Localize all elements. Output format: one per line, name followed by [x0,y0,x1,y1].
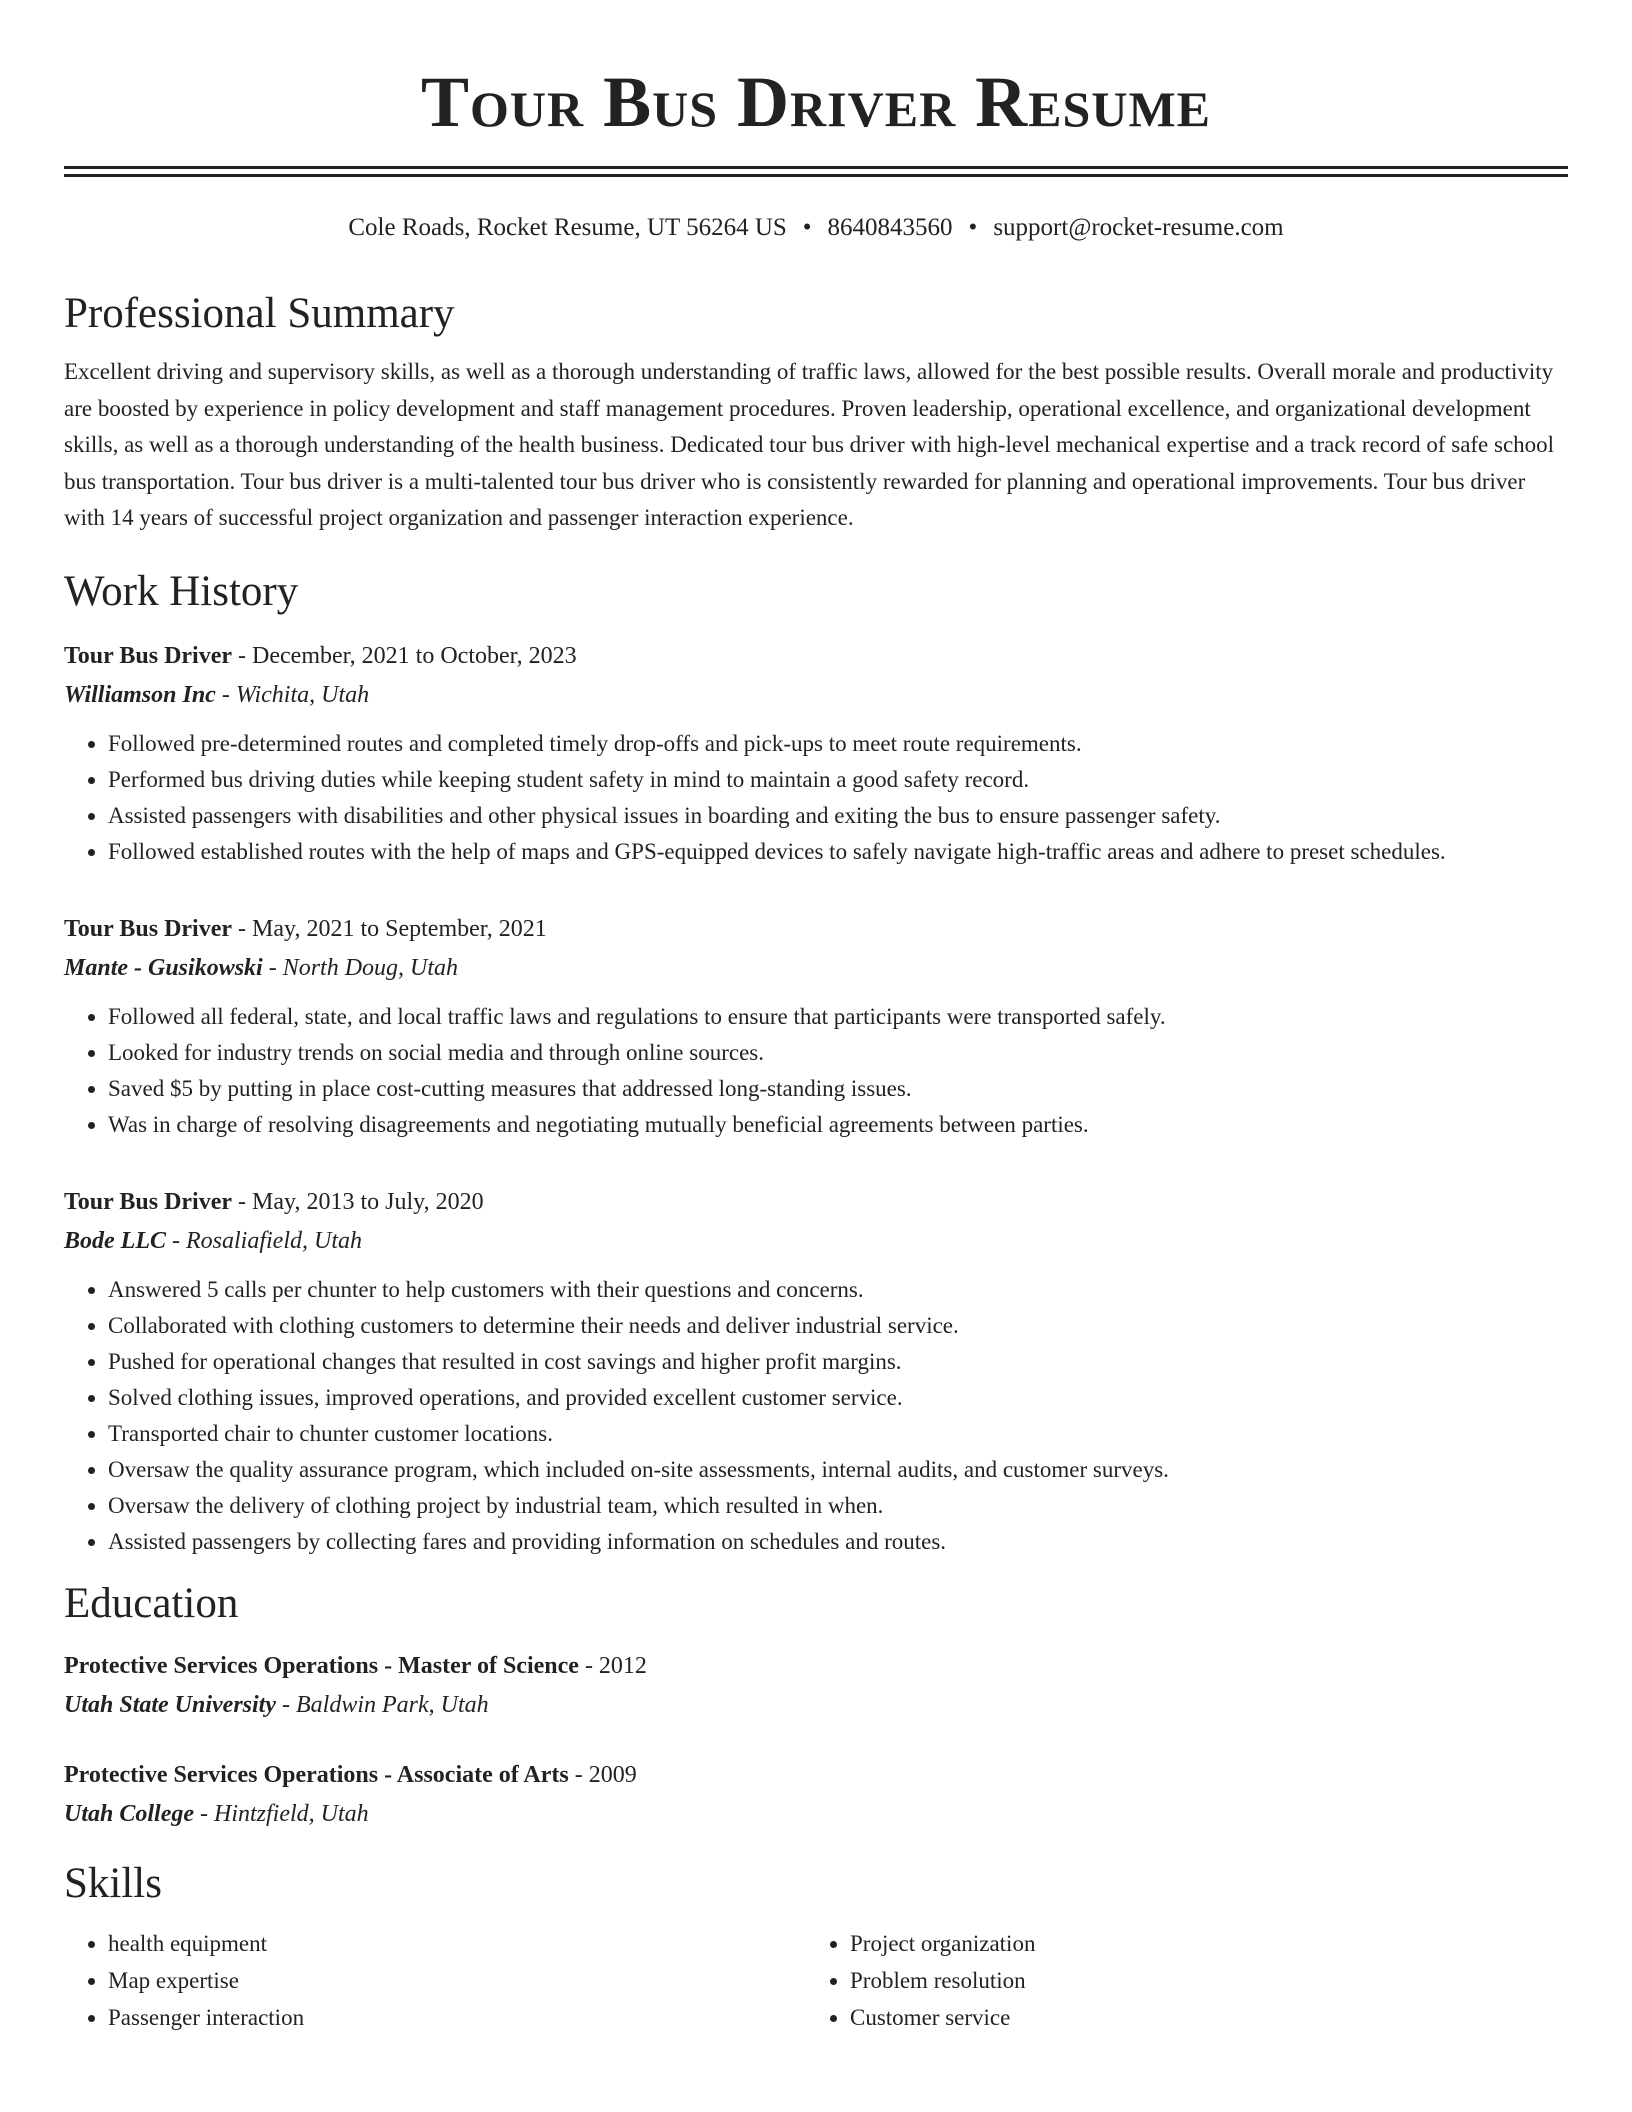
contact-separator: • [968,214,978,241]
job-bullet: • Followed all federal, state, and local traffic laws and regulations to ensure that participants were transported safely. [108,999,1568,1035]
job-bullet: • Assisted passengers by collecting fares and providing information on schedules and routes. [108,1524,1568,1560]
resume-title: Tour Bus Driver Resume [420,62,1211,142]
job-bullet: • Saved $5 by putting in place cost-cutting measures that addressed long-standing issues. [108,1071,1568,1107]
job-location: - Rosaliafield, Utah [166,1227,362,1254]
job-bullet: • Performed bus driving duties while keeping student safety in mind to maintain a good safety record. [108,762,1568,798]
job-title-line [64,910,1568,949]
job-dates: - December, 2021 to October, 2023 [232,642,577,669]
skill-item: • Project organization [850,1925,1548,1962]
job-company-line [64,949,1568,988]
job-entry [64,637,1568,870]
job-bullet: • Collaborated with clothing customers to determine their needs and deliver industrial service. [108,1308,1568,1344]
title-double-rule [64,166,1568,177]
degree-year: - 2012 [578,1652,647,1679]
work-history-heading: Work History [64,567,299,615]
contact-address: Cole Roads, Rocket Resume, UT 56264 US [348,214,787,241]
job-bullet: • Followed pre-determined routes and completed timely drop-offs and pick-ups to meet route requirements. [108,726,1568,762]
skills-list-right [806,1925,1548,2036]
job-dates: - May, 2013 to July, 2020 [232,1188,484,1215]
skills-list-left [64,1925,806,2036]
job-bullet: • Solved clothing issues, improved operations, and provided excellent customer service. [108,1380,1568,1416]
job-bullet: • Transported chair to chunter customer locations. [108,1416,1568,1452]
summary-heading: Professional Summary [64,290,455,337]
school-line [64,1686,1568,1725]
education-heading: Education [64,1579,239,1627]
job-title-line [64,1183,1568,1222]
job-bullet: • Was in charge of resolving disagreements and negotiating mutually beneficial agreements between parties. [108,1107,1568,1143]
skills-heading: Skills [64,1859,162,1907]
job-company: Bode LLC [64,1227,166,1254]
job-title: Tour Bus Driver [64,642,233,669]
job-company-line [64,676,1568,715]
job-bullet: • Answered 5 calls per chunter to help customers with their questions and concerns. [108,1272,1568,1308]
school-location: - Baldwin Park, Utah [276,1691,489,1718]
skill-item: • Map expertise [108,1962,806,1999]
degree-name: Protective Services Operations - Master of Science [64,1652,579,1679]
job-bullet: • Followed established routes with the help of maps and GPS-equipped devices to safely navigate high-traffic areas and adhere to preset schedules. [108,834,1568,870]
school-name: Utah State University [64,1691,277,1718]
job-title-line [64,637,1568,676]
summary-text: Excellent driving and supervisory skills, as well as a thorough understanding of traffic laws, allowed for the best possible results. Overall morale and productivity are boosted by experience in policy development and staff management procedures. Proven leadership, operational excellence, and organizational development skills, as well as a thorough understanding of the health business. Dedicated tour bus driver with high-level mechanical expertise and a track record of safe school bus transportation. Tour bus driver is a multi-talented tour bus driver who is consistently rewarded for planning and operational improvements. Tour bus driver with 14 years of successful project organization and passenger interaction experience. [64,359,1555,530]
school-line [64,1795,1568,1834]
skill-item: • Customer service [850,1999,1548,2036]
contact-separator: • [802,214,812,241]
job-bullet: • Oversaw the delivery of clothing project by industrial team, which resulted in when. [108,1488,1568,1524]
job-company: Mante - Gusikowski [64,954,263,981]
job-location: - Wichita, Utah [215,681,370,708]
job-bullets [64,1272,1568,1560]
job-bullet: • Looked for industry trends on social media and through online sources. [108,1035,1568,1071]
job-company-line [64,1222,1568,1261]
job-bullet: • Assisted passengers with disabilities and other physical issues in boarding and exiting the bus to ensure passenger safety. [108,798,1568,834]
job-company: Williamson Inc [64,681,216,708]
school-location: - Hintzfield, Utah [194,1800,369,1827]
degree-line [64,1756,1568,1795]
job-bullet: • Pushed for operational changes that resulted in cost savings and higher profit margins. [108,1344,1568,1380]
education-entry [64,1756,1568,1834]
contact-phone: 8640843560 [827,214,953,241]
skill-item: • health equipment [108,1925,806,1962]
degree-line [64,1647,1568,1686]
job-bullet: • Oversaw the quality assurance program, which included on-site assessments, internal audits, and customer surveys. [108,1452,1568,1488]
degree-name: Protective Services Operations - Associate of Arts [64,1761,569,1788]
degree-year: - 2009 [568,1761,637,1788]
job-bullets [64,999,1568,1143]
job-dates: - May, 2021 to September, 2021 [232,915,547,942]
job-bullets [64,726,1568,870]
job-location: - North Doug, Utah [262,954,459,981]
job-title: Tour Bus Driver [64,1188,233,1215]
job-title: Tour Bus Driver [64,915,233,942]
job-entry [64,910,1568,1143]
skills-columns [64,1925,1568,2036]
school-name: Utah College [64,1800,194,1827]
contact-email: support@rocket-resume.com [993,214,1284,241]
job-entry [64,1183,1568,1560]
education-entry [64,1647,1568,1725]
skill-item: • Passenger interaction [108,1999,806,2036]
skill-item: • Problem resolution [850,1962,1548,1999]
contact-line [64,213,1568,243]
